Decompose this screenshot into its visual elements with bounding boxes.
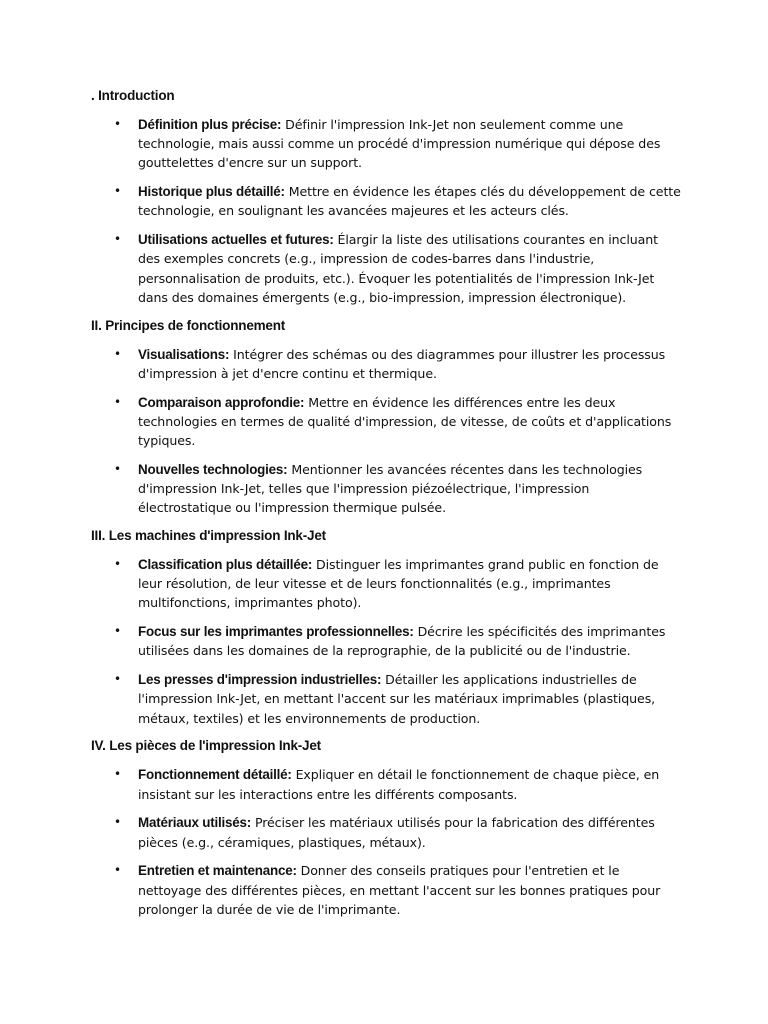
bullet-list [91, 345, 681, 518]
item-title: Utilisations actuelles et futures: [138, 232, 334, 248]
item-title: Les presses d'impression industrielles: [138, 672, 382, 688]
bullet-list [91, 115, 681, 307]
section-machines [91, 526, 681, 728]
item-title: Historique plus détaillé: [138, 184, 285, 200]
item-text: Intégrer des schémas ou des diagrammes pour illustrer les processus d'impression à jet d'encre continu et thermique. [138, 346, 666, 381]
item-title: Nouvelles technologies: [138, 461, 288, 477]
bullet-icon: • [114, 184, 122, 199]
item-text: Définir l'impression Ink-Jet non seulement comme une technologie, mais aussi comme un procédé d'impression numérique qui dépose des gouttelettes d'encre sur un support. [138, 117, 661, 171]
bullet-icon: • [114, 346, 122, 361]
bullet-icon: • [114, 461, 122, 476]
item-text: Mentionner les avancées récentes dans les technologies d'impression Ink-Jet, telles que l'impression piézoélectrique, l'impression électrostatique ou l'impression thermique pulsée. [138, 461, 643, 516]
bullet-icon: • [114, 557, 122, 572]
item-title: Comparaison approfondie: [138, 394, 305, 410]
section-heading: III. Les machines d'impression Ink-Jet [91, 528, 326, 544]
list-item [91, 765, 681, 803]
item-text: Mettre en évidence les étapes clés du développement de cette technologie, en soulignant les avancées majeures et les acteurs clés. [138, 184, 681, 219]
item-title: Classification plus détaillée: [138, 557, 313, 573]
list-item [91, 670, 681, 728]
list-item [91, 393, 681, 451]
list-item [91, 115, 681, 173]
list-item [91, 813, 681, 851]
list-item [91, 460, 681, 518]
item-text: Détailler les applications industrielles de l'impression Ink-Jet, en mettant l'accent sur les matériaux imprimables (plastiques, métaux, textiles) et les environnements de production. [138, 672, 656, 726]
item-text: Élargir la liste des utilisations courantes en incluant des exemples concrets (e.g., impression de codes-barres dans l'industrie, personnalisation de produits, etc.). Évoquer les potentialités de l'impression Ink-Jet dans des domaines émergents (e.g., bio-impression, impression électronique). [138, 232, 658, 305]
item-text: Mettre en évidence les différences entre les deux technologies en termes de qualité d'impression, de vitesse, de coûts et d'applications typiques. [138, 394, 672, 449]
list-item [91, 861, 681, 919]
list-item [91, 555, 681, 613]
section-heading: II. Principes de fonctionnement [91, 317, 286, 333]
item-text: Préciser les matériaux utilisés pour la fabrication des différentes pièces (e.g., céramiques, plastiques, métaux). [138, 815, 655, 850]
item-title: Entretien et maintenance: [138, 863, 297, 879]
bullet-icon: • [114, 863, 122, 878]
list-item [91, 622, 681, 660]
list-item [91, 230, 681, 307]
item-title: Fonctionnement détaillé: [138, 767, 292, 783]
item-text: Distinguer les imprimantes grand public en fonction de leur résolution, de leur vitesse et de leurs fonctionnalités (e.g., imprimantes multifonctions, imprimantes photo). [138, 557, 659, 611]
bullet-icon: • [114, 394, 122, 409]
bullet-icon: • [114, 815, 122, 830]
item-title: Focus sur les imprimantes professionnelles: [138, 624, 414, 640]
bullet-icon: • [114, 232, 122, 247]
section-heading: . Introduction [91, 88, 175, 103]
bullet-icon: • [114, 624, 122, 639]
item-title: Définition plus précise: [138, 117, 282, 132]
item-text: Donner des conseils pratiques pour l'entretien et le nettoyage des différentes pièces, en mettant l'accent sur les bonnes pratiques pour prolonger la durée de vie de l'imprimante. [138, 863, 661, 917]
section-principes [91, 316, 681, 518]
bullet-list [91, 765, 681, 919]
section-pieces [91, 736, 681, 919]
item-text: Expliquer en détail le fonctionnement de chaque pièce, en insistant sur les interactions entre les différents composants. [138, 767, 660, 802]
bullet-list [91, 555, 681, 728]
list-item [91, 345, 681, 383]
item-title: Matériaux utilisés: [138, 815, 252, 831]
section-introduction [91, 86, 681, 307]
bullet-icon: • [114, 767, 122, 782]
item-text: Décrire les spécificités des imprimantes utilisées dans les domaines de la reprographie, de la publicité ou de l'industrie. [138, 624, 666, 659]
list-item [91, 182, 681, 220]
section-heading: IV. Les pièces de l'impression Ink-Jet [91, 738, 321, 754]
bullet-icon: • [114, 672, 122, 687]
bullet-icon: • [114, 117, 122, 131]
document-page [91, 86, 681, 928]
item-title: Visualisations: [138, 346, 230, 362]
